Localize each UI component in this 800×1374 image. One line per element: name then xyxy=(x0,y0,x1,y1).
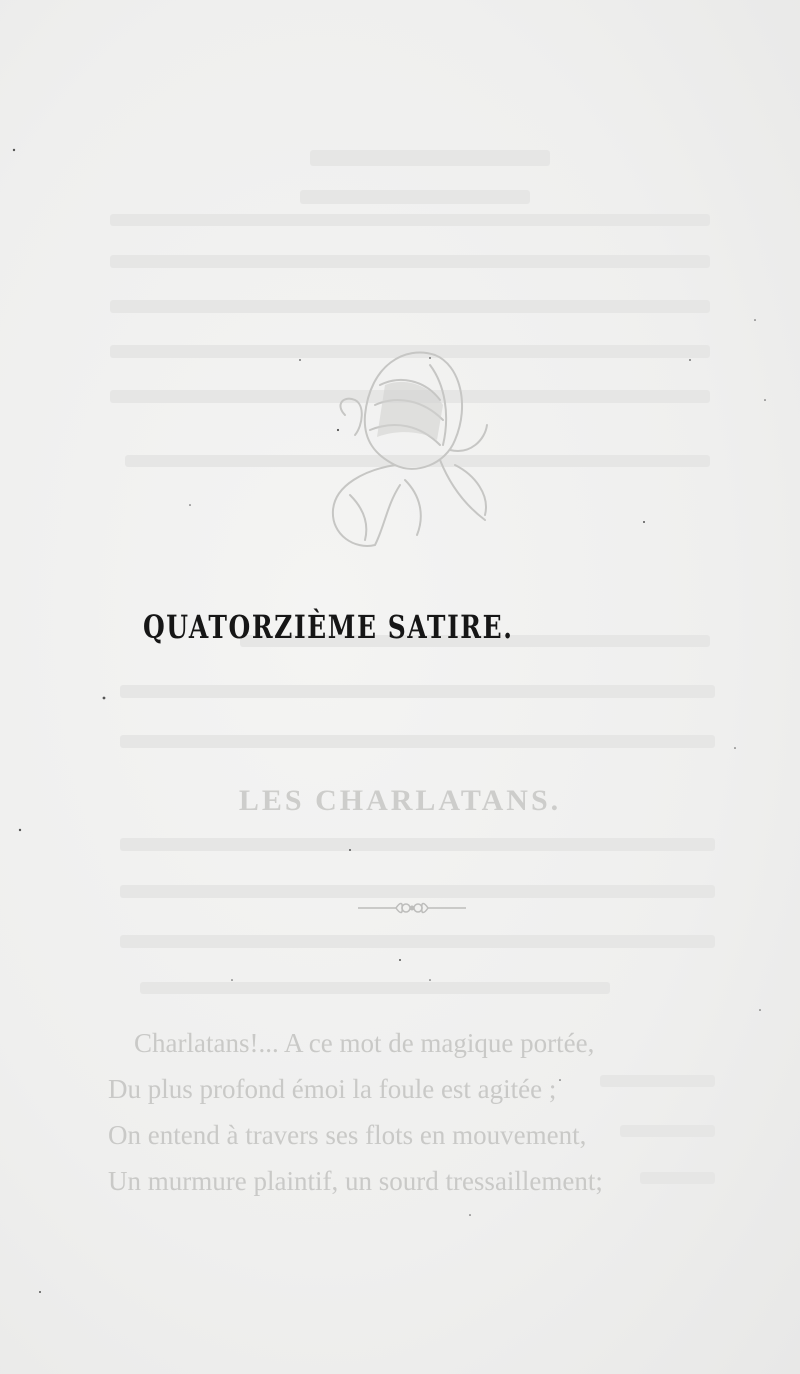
page-subtitle: LES CHARLATANS. xyxy=(238,784,562,817)
verse-line: Charlatans!... A ce mot de magique portée, xyxy=(134,1028,595,1058)
verse-line: On entend à travers ses flots en mouvement, xyxy=(108,1120,587,1150)
page-title: QUATORZIÈME SATIRE. xyxy=(143,608,514,646)
verse-line: Du plus profond émoi la foule est agitée ; xyxy=(108,1074,557,1104)
verse-line: Un murmure plaintif, un sourd tressaillement; xyxy=(108,1166,603,1196)
